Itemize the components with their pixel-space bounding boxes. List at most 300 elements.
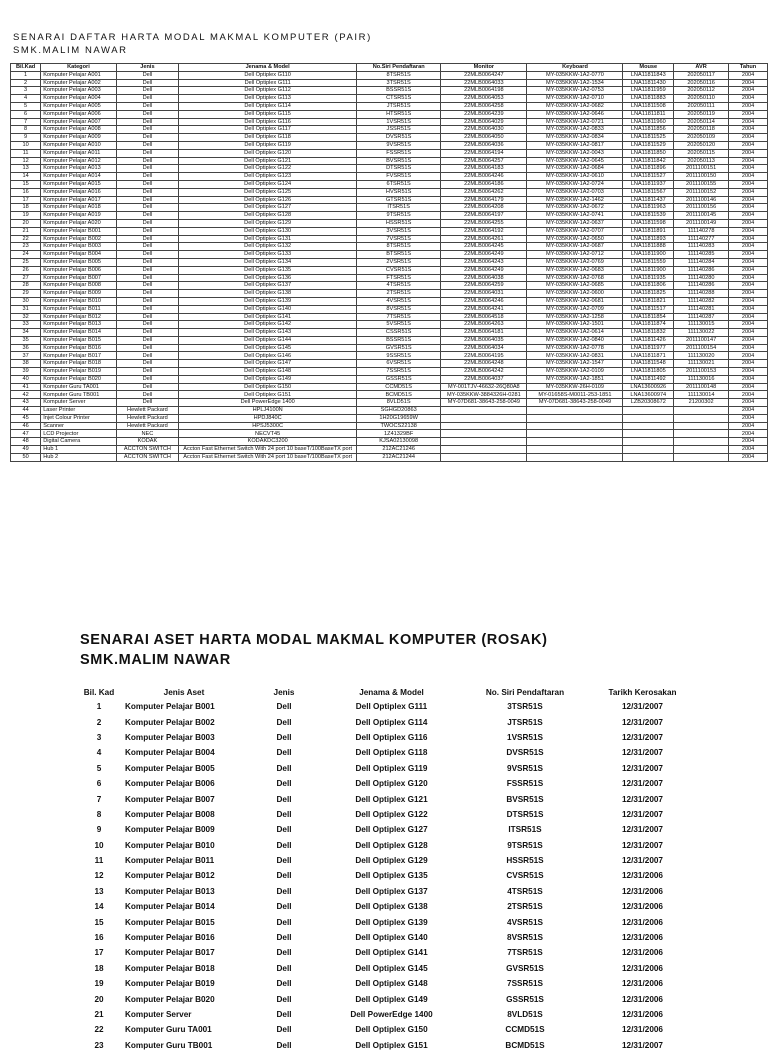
- table-cell: DTSR51S: [357, 165, 441, 173]
- table-cell: Dell: [116, 329, 179, 337]
- table-cell: FSSR51S: [357, 149, 441, 157]
- table-cell: BCMD51S: [505, 1040, 545, 1050]
- table-cell: MY-035KKW-1A2-0768: [527, 274, 623, 282]
- table-cell: 2004: [729, 282, 768, 290]
- table-cell: 22MLB0064243: [441, 258, 527, 266]
- table-cell: Dell: [116, 258, 179, 266]
- table-cell: MY-035KKW-1A2-0685: [527, 282, 623, 290]
- table-cell: Komputer Pelajar B013: [125, 886, 215, 896]
- table-cell: 2: [96, 717, 102, 727]
- table-cell: DTSR51S: [506, 809, 544, 819]
- table-cell: LNA11811891: [623, 227, 674, 235]
- table-cell: 212AC21246: [357, 446, 441, 454]
- table-cell: 25: [11, 258, 41, 266]
- table-cell: Komputer Pelajar B017: [41, 352, 116, 360]
- table-row: [11, 375, 768, 383]
- table-row: [79, 699, 699, 714]
- table-row: [11, 71, 768, 79]
- table-cell: 9VSR51S: [357, 141, 441, 149]
- table-cell: LNA11811977: [623, 344, 674, 352]
- table-cell: LNA11811888: [623, 243, 674, 251]
- table-cell: Komputer Pelajar A017: [41, 196, 116, 204]
- table-cell: LNA11811900: [623, 251, 674, 259]
- table-cell: 22MLB0064197: [441, 212, 527, 220]
- table-cell: 202050110: [674, 95, 729, 103]
- column-header: Keyboard: [527, 64, 623, 72]
- table-cell: KODAKDC3200: [179, 438, 357, 446]
- table-cell: 12/31/2007: [622, 702, 663, 712]
- document-header-pair: [13, 31, 372, 57]
- table-cell: [674, 446, 729, 454]
- table-cell: LNA11811896: [623, 165, 674, 173]
- table-row: [11, 102, 768, 110]
- table-cell: Komputer Pelajar B011: [41, 305, 116, 313]
- table-cell: 111130021: [674, 360, 729, 368]
- table-cell: 8: [96, 809, 102, 819]
- table-cell: Dell: [276, 840, 292, 850]
- table-cell: Dell: [116, 102, 179, 110]
- table-cell: [527, 438, 623, 446]
- table-cell: Dell Optiplex G121: [355, 794, 428, 804]
- table-cell: 6VSR51S: [357, 360, 441, 368]
- table-cell: Komputer Pelajar B020: [41, 375, 116, 383]
- table-cell: LCD Projector: [41, 430, 116, 438]
- table-row: [79, 791, 699, 806]
- table-row: [79, 853, 699, 868]
- school-name: SMK.MALIM NAWAR: [80, 652, 231, 668]
- table-row: [11, 157, 768, 165]
- table-cell: Dell Optiplex G147: [179, 360, 357, 368]
- table-cell: 22MLB0064246: [441, 297, 527, 305]
- table-cell: 111140284: [674, 258, 729, 266]
- table-cell: 13: [94, 886, 104, 896]
- table-cell: CTSR51S: [357, 95, 441, 103]
- table-cell: MY-035KKW-1A2-0724: [527, 180, 623, 188]
- table-cell: Dell: [116, 251, 179, 259]
- table-cell: LNA11811883: [623, 95, 674, 103]
- table-row: [79, 1038, 699, 1053]
- table-cell: 2004: [729, 375, 768, 383]
- table-cell: Accton Fast Ethernet Switch With 24 port 10 baseT/100BaseTX port: [179, 446, 357, 454]
- table-cell: GVSR51S: [357, 344, 441, 352]
- table-cell: 5: [96, 763, 102, 773]
- table-header-row: [79, 685, 699, 699]
- table-cell: 12/31/2006: [622, 963, 663, 973]
- table-cell: LNA11811492: [623, 375, 674, 383]
- table-cell: 22MLB0064255: [441, 219, 527, 227]
- table-cell: HPSJ5300C: [179, 422, 357, 430]
- table-cell: KODAK: [116, 438, 179, 446]
- table-cell: HVSR51S: [357, 188, 441, 196]
- table-cell: 37: [11, 352, 41, 360]
- table-cell: 9: [96, 825, 102, 835]
- table-cell: 8VSR51S: [357, 305, 441, 313]
- table-cell: DVSR51S: [506, 748, 544, 758]
- table-cell: Dell: [276, 1010, 292, 1019]
- column-header: Jenama & Model: [179, 64, 357, 72]
- table-cell: 12/31/2007: [622, 840, 663, 850]
- table-cell: 12/31/2006: [622, 917, 663, 927]
- table-cell: 12/31/2007: [622, 779, 663, 789]
- table-cell: 22MLB0064245: [441, 243, 527, 251]
- table-cell: MY-035KKW-1A2-0645: [527, 157, 623, 165]
- table-cell: Dell: [276, 902, 292, 912]
- table-cell: SGHGD20863: [357, 407, 441, 415]
- table-cell: [441, 453, 527, 461]
- table-cell: Dell: [276, 702, 292, 712]
- table-cell: Dell Optiplex G118: [179, 134, 357, 142]
- table-cell: Injet Colour Printer: [41, 414, 116, 422]
- table-row: [11, 79, 768, 87]
- table-cell: LNA11811825: [623, 290, 674, 298]
- table-cell: 23: [11, 243, 41, 251]
- table-cell: Komputer Pelajar B011: [125, 856, 215, 866]
- table-cell: 48: [11, 438, 41, 446]
- table-row: [79, 961, 699, 976]
- table-cell: 14: [11, 173, 41, 181]
- table-cell: 111140287: [674, 313, 729, 321]
- table-cell: Scanner: [41, 422, 116, 430]
- table-cell: 21200302: [674, 399, 729, 407]
- table-cell: 2004: [729, 165, 768, 173]
- table-cell: LNA11811426: [623, 336, 674, 344]
- table-cell: 17: [11, 196, 41, 204]
- table-cell: Dell: [116, 227, 179, 235]
- table-cell: [674, 414, 729, 422]
- table-cell: Hewlett Packard: [116, 407, 179, 415]
- table-cell: 9TSR51S: [507, 840, 543, 850]
- table-cell: LNA11811850: [623, 149, 674, 157]
- table-cell: 22: [94, 1025, 104, 1035]
- table-cell: MY-035KKW-1A2-0614: [527, 329, 623, 337]
- table-cell: Dell: [116, 243, 179, 251]
- damaged-assets-table: [79, 685, 699, 1053]
- table-cell: JSSR51S: [357, 126, 441, 134]
- table-cell: MY-035KKW-1A2-0109: [527, 368, 623, 376]
- table-cell: Dell Optiplex G122: [179, 165, 357, 173]
- table-cell: 21: [94, 1010, 104, 1019]
- table-cell: Komputer Pelajar B001: [125, 702, 215, 712]
- table-cell: Dell Optiplex G138: [355, 902, 428, 912]
- table-cell: Dell: [276, 748, 292, 758]
- table-cell: [527, 453, 623, 461]
- table-cell: [527, 414, 623, 422]
- table-cell: 2004: [729, 204, 768, 212]
- table-cell: 14: [94, 902, 104, 912]
- table-cell: Dell: [116, 141, 179, 149]
- column-header: Jenis: [116, 64, 179, 72]
- table-cell: 2004: [729, 235, 768, 243]
- table-cell: [527, 446, 623, 454]
- table-cell: LNA11811598: [623, 219, 674, 227]
- table-cell: HPDJ840C: [179, 414, 357, 422]
- table-cell: Komputer Pelajar B019: [41, 368, 116, 376]
- table-cell: 20: [11, 219, 41, 227]
- table-cell: 24: [11, 251, 41, 259]
- table-cell: 202050111: [674, 102, 729, 110]
- table-cell: 33: [11, 321, 41, 329]
- table-cell: 38: [11, 360, 41, 368]
- table-cell: Komputer Pelajar A006: [41, 110, 116, 118]
- table-cell: Dell: [116, 352, 179, 360]
- table-row: [79, 976, 699, 991]
- table-cell: Dell: [116, 188, 179, 196]
- table-cell: 1VSR51S: [507, 732, 543, 742]
- table-cell: Komputer Pelajar B003: [41, 243, 116, 251]
- table-cell: MY-035KKW-1A2-0709: [527, 305, 623, 313]
- table-cell: 22MLB0064241: [441, 305, 527, 313]
- table-cell: 2004: [729, 407, 768, 415]
- table-cell: [441, 422, 527, 430]
- table-cell: Dell: [116, 157, 179, 165]
- table-cell: 6: [11, 110, 41, 118]
- table-cell: 8VLD51S: [507, 1010, 543, 1019]
- table-cell: CSSR51S: [357, 329, 441, 337]
- table-cell: [623, 407, 674, 415]
- table-row: [11, 219, 768, 227]
- table-cell: MY-035KKW-1A2-0683: [527, 266, 623, 274]
- table-cell: LNA11811874: [623, 321, 674, 329]
- table-cell: Dell Optiplex G130: [179, 227, 357, 235]
- table-cell: Komputer Pelajar A002: [41, 79, 116, 87]
- table-cell: 2011100149: [674, 219, 729, 227]
- table-row: [11, 110, 768, 118]
- table-cell: 2011100146: [674, 196, 729, 204]
- table-cell: 12/31/2006: [622, 979, 663, 989]
- table-cell: Dell: [116, 204, 179, 212]
- table-cell: 3: [96, 732, 102, 742]
- table-cell: 49: [11, 446, 41, 454]
- table-cell: MY-035KKW-1A2-0043: [527, 149, 623, 157]
- table-cell: Accton Fast Ethernet Switch With 24 port 10 baseT/100BaseTX port: [179, 453, 357, 461]
- table-cell: Dell Optiplex G122: [355, 809, 428, 819]
- column-header: Jenama & Model: [359, 687, 424, 697]
- table-cell: 2004: [729, 399, 768, 407]
- table-cell: 2004: [729, 251, 768, 259]
- table-cell: Hewlett Packard: [116, 414, 179, 422]
- table-cell: Komputer Pelajar A019: [41, 212, 116, 220]
- table-cell: ITSR51S: [508, 825, 542, 835]
- table-cell: Dell Optiplex G133: [179, 251, 357, 259]
- table-row: [11, 383, 768, 391]
- table-cell: Dell: [116, 110, 179, 118]
- table-cell: [441, 414, 527, 422]
- table-cell: 2VSR51S: [357, 258, 441, 266]
- table-row: [11, 134, 768, 142]
- table-cell: GSSR51S: [506, 994, 544, 1004]
- table-cell: 12/31/2006: [622, 886, 663, 896]
- table-cell: 12/31/2007: [622, 825, 663, 835]
- table-cell: 32: [11, 313, 41, 321]
- table-cell: Dell Optiplex G113: [179, 95, 357, 103]
- table-cell: Komputer Pelajar A014: [41, 173, 116, 181]
- table-cell: 12/31/2006: [622, 1025, 663, 1035]
- table-cell: Dell: [116, 368, 179, 376]
- table-cell: 47: [11, 430, 41, 438]
- table-cell: Dell: [116, 266, 179, 274]
- table-cell: LNA11811430: [623, 79, 674, 87]
- table-cell: 111140288: [674, 290, 729, 298]
- table-cell: [674, 422, 729, 430]
- table-cell: LNA11811539: [623, 212, 674, 220]
- table-cell: MY-001TJV-46632-26Q80A8: [441, 383, 527, 391]
- table-cell: Komputer Pelajar B009: [125, 825, 215, 835]
- table-cell: MY-035KKW-1A2-1534: [527, 79, 623, 87]
- table-cell: LNA11811805: [623, 368, 674, 376]
- table-cell: Dell Optiplex G140: [355, 933, 428, 943]
- table-cell: Komputer Pelajar A008: [41, 126, 116, 134]
- table-cell: 7: [96, 794, 102, 804]
- table-cell: 2011100147: [674, 336, 729, 344]
- table-cell: Dell Optiplex G142: [179, 321, 357, 329]
- table-cell: Dell Optiplex G120: [179, 149, 357, 157]
- table-cell: Dell: [116, 290, 179, 298]
- table-cell: Dell Optiplex G111: [355, 702, 428, 712]
- table-cell: Dell: [116, 399, 179, 407]
- table-cell: [441, 407, 527, 415]
- table-row: [11, 173, 768, 181]
- table-cell: MY-035KKW-1A2-0770: [527, 71, 623, 79]
- table-cell: Komputer Pelajar A018: [41, 204, 116, 212]
- table-cell: KJSA02130098: [357, 438, 441, 446]
- table-cell: Dell Optiplex G149: [355, 994, 428, 1004]
- table-cell: [441, 438, 527, 446]
- table-cell: 2004: [729, 87, 768, 95]
- table-cell: BSSR51S: [357, 336, 441, 344]
- table-cell: CVSR51S: [506, 871, 544, 881]
- table-cell: MY-035KKW-1A2-0833: [527, 126, 623, 134]
- table-cell: Dell: [116, 165, 179, 173]
- table-cell: Komputer Pelajar B010: [41, 297, 116, 305]
- table-row: [11, 329, 768, 337]
- table-cell: 2004: [729, 329, 768, 337]
- table-cell: Dell Optiplex G139: [179, 297, 357, 305]
- table-cell: LNA11811960: [623, 118, 674, 126]
- table-cell: 22MLB0064036: [441, 141, 527, 149]
- table-cell: NECVT45: [179, 430, 357, 438]
- table-cell: MY-035KKW-1A2-0817: [527, 141, 623, 149]
- table-cell: 11: [11, 149, 41, 157]
- table-cell: Dell: [276, 825, 292, 835]
- table-cell: 22MLB0064261: [441, 235, 527, 243]
- table-row: [79, 745, 699, 760]
- table-row: [11, 352, 768, 360]
- table-cell: LNA11811508: [623, 102, 674, 110]
- table-row: [11, 414, 768, 422]
- table-row: [11, 422, 768, 430]
- table-cell: LNA11811893: [623, 235, 674, 243]
- table-cell: Dell Optiplex G114: [179, 102, 357, 110]
- table-cell: Dell: [116, 196, 179, 204]
- table-cell: 2011100154: [674, 344, 729, 352]
- table-row: [11, 407, 768, 415]
- table-cell: 10: [94, 840, 104, 850]
- table-cell: 12/31/2007: [622, 763, 663, 773]
- table-cell: Komputer Pelajar A010: [41, 141, 116, 149]
- table-cell: 22MLB0064031: [441, 290, 527, 298]
- table-cell: Dell Optiplex G148: [355, 979, 428, 989]
- table-cell: 50: [11, 453, 41, 461]
- table-cell: ITSR51S: [357, 204, 441, 212]
- table-cell: 21: [11, 227, 41, 235]
- table-cell: 202050114: [674, 118, 729, 126]
- table-cell: 2004: [729, 258, 768, 266]
- table-cell: Dell Optiplex G119: [179, 141, 357, 149]
- table-cell: 12/31/2007: [622, 809, 663, 819]
- table-cell: 18: [11, 204, 41, 212]
- table-cell: 22MLB0064183: [441, 165, 527, 173]
- table-cell: Komputer Server: [41, 399, 116, 407]
- table-cell: MY-035KKW-1A2-0721: [527, 118, 623, 126]
- table-row: [11, 453, 768, 461]
- table-cell: 4VSR51S: [357, 297, 441, 305]
- table-row: [11, 251, 768, 259]
- table-cell: 31: [11, 305, 41, 313]
- table-cell: Komputer Pelajar B012: [41, 313, 116, 321]
- column-header: Jenis Aset: [163, 687, 205, 697]
- column-header: Monitor: [441, 64, 527, 72]
- table-cell: 11: [94, 856, 104, 866]
- table-cell: Dell Optiplex G118: [355, 748, 428, 758]
- table-cell: Dell Optiplex G127: [179, 204, 357, 212]
- table-cell: LNA11811548: [623, 360, 674, 368]
- table-cell: Dell PowerEdge 1400: [350, 1010, 433, 1019]
- table-row: [11, 204, 768, 212]
- school-name: SMK.MALIM NAWAR: [13, 45, 128, 56]
- table-cell: Komputer Pelajar B012: [125, 871, 215, 881]
- table-cell: Komputer Pelajar A015: [41, 180, 116, 188]
- table-cell: Komputer Pelajar B016: [41, 344, 116, 352]
- table-cell: Dell Optiplex G117: [179, 126, 357, 134]
- table-cell: 23: [94, 1040, 104, 1050]
- table-cell: MY-035KKW-1A2-0600: [527, 290, 623, 298]
- table-cell: Dell: [116, 391, 179, 399]
- table-cell: 12: [94, 871, 104, 881]
- table-row: [11, 391, 768, 399]
- table-cell: 27: [11, 274, 41, 282]
- table-cell: Dell Optiplex G121: [179, 157, 357, 165]
- table-cell: Dell Optiplex G129: [179, 219, 357, 227]
- table-row: [11, 438, 768, 446]
- table-cell: Dell Optiplex G143: [179, 329, 357, 337]
- table-cell: Dell: [116, 375, 179, 383]
- table-cell: Dell Optiplex G119: [355, 763, 428, 773]
- table-cell: 12/31/2007: [622, 1040, 663, 1050]
- table-cell: Dell: [116, 297, 179, 305]
- table-cell: FVSR51S: [357, 173, 441, 181]
- table-cell: LNA11811842: [623, 157, 674, 165]
- table-cell: Komputer Pelajar B016: [125, 933, 215, 943]
- table-cell: 111140286: [674, 266, 729, 274]
- table-cell: Dell Optiplex G149: [179, 375, 357, 383]
- table-cell: 1: [96, 702, 102, 712]
- table-cell: 111130022: [674, 329, 729, 337]
- table-cell: LNA11811517: [623, 305, 674, 313]
- table-cell: Komputer Pelajar B018: [41, 360, 116, 368]
- table-cell: MY-035KKW-1A2-0769: [527, 258, 623, 266]
- table-row: [11, 235, 768, 243]
- table-cell: Komputer Guru TA001: [125, 1025, 212, 1035]
- table-row: [11, 212, 768, 220]
- table-cell: 12/31/2006: [622, 1010, 663, 1019]
- table-cell: Komputer Pelajar B018: [125, 963, 215, 973]
- table-cell: MY-035KKW-1A2-0672: [527, 204, 623, 212]
- table-cell: Dell Optiplex G120: [355, 779, 428, 789]
- table-cell: 2004: [729, 180, 768, 188]
- table-cell: 2004: [729, 383, 768, 391]
- table-cell: Hub 1: [41, 446, 116, 454]
- table-cell: Komputer Pelajar B017: [125, 948, 215, 958]
